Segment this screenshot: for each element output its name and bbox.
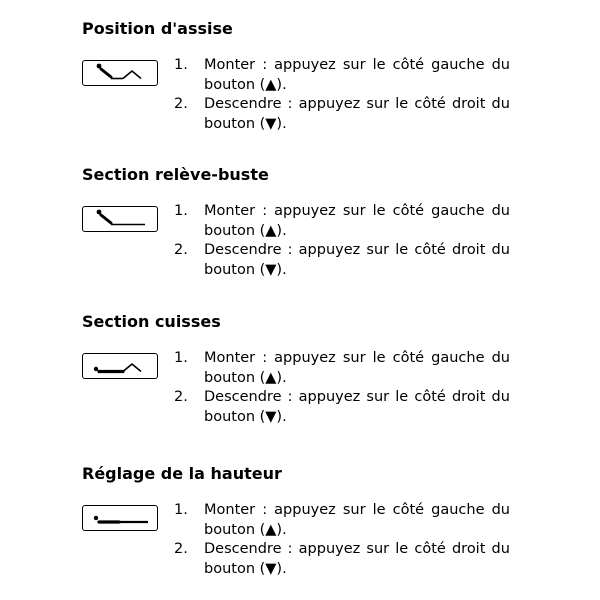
thigh-section-icon — [83, 354, 156, 377]
instruction-step: 2. Descendre : appuyez sur le côté droit du bouton (▼). — [174, 96, 510, 132]
thigh-section-button[interactable] — [82, 353, 158, 379]
seat-position-button[interactable] — [82, 60, 158, 86]
instruction-step: 1. Monter : appuyez sur le côté gauche du bouton (▲). — [174, 502, 510, 538]
height-adjust-button[interactable] — [82, 505, 158, 531]
instruction-list — [164, 202, 510, 280]
section-heading: Section cuisses — [82, 312, 221, 331]
instruction-list — [164, 56, 510, 134]
height-adjust-icon — [83, 506, 156, 529]
section-heading: Section relève-buste — [82, 165, 269, 184]
seat-position-icon — [83, 61, 156, 84]
section-heading: Réglage de la hauteur — [82, 464, 282, 483]
instruction-list — [164, 501, 510, 579]
backrest-section-icon — [83, 207, 156, 230]
backrest-section-button[interactable] — [82, 206, 158, 232]
instruction-step: 1. Monter : appuyez sur le côté gauche du bouton (▲). — [174, 350, 510, 386]
instruction-list — [164, 349, 510, 427]
instruction-step: 1. Monter : appuyez sur le côté gauche du bouton (▲). — [174, 57, 510, 93]
instruction-step: 2. Descendre : appuyez sur le côté droit du bouton (▼). — [174, 541, 510, 577]
instruction-step: 2. Descendre : appuyez sur le côté droit du bouton (▼). — [174, 242, 510, 278]
section-heading: Position d'assise — [82, 19, 233, 38]
instruction-step: 2. Descendre : appuyez sur le côté droit du bouton (▼). — [174, 389, 510, 425]
instruction-step: 1. Monter : appuyez sur le côté gauche du bouton (▲). — [174, 203, 510, 239]
